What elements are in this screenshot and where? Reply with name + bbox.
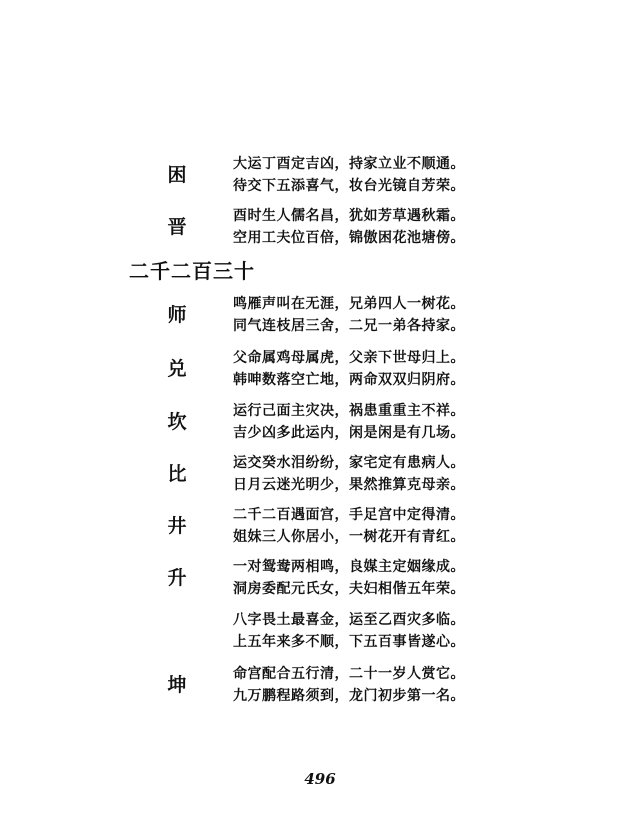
verse-entry [0, 609, 640, 653]
verse-line: 鸣雁声叫在无涯，兄弟四人一树花。 [233, 296, 465, 312]
verse-entry [0, 400, 640, 444]
verse-entry [0, 556, 640, 600]
verse-line: 同气连枝居三舍，二兄一弟各持家。 [233, 318, 465, 334]
verse-line: 二千二百遇面宫，手足宫中定得清。 [233, 507, 465, 523]
verse-line: 待交下五添喜气，妆台光镜自芳荣。 [233, 178, 465, 194]
hexagram-label: 晋 [167, 216, 187, 238]
verse-lines [233, 347, 465, 391]
hexagram-label: 坤 [167, 674, 187, 696]
verse-line: 一对鸳鸯两相鸣，良媒主定姻缘成。 [233, 559, 465, 575]
verse-line: 韩呻数落空亡地，两命双双归阴府。 [233, 372, 465, 388]
hexagram-label: 比 [167, 463, 187, 485]
verse-line: 洞房委配元氏女，夫妇相偕五年荣。 [233, 581, 465, 597]
verse-line: 吉少凶多此运内，闲是闲是有几场。 [233, 425, 465, 441]
page-number: 496 [304, 770, 336, 788]
verse-line: 运交癸水泪纷纷，家宅定有患病人。 [233, 455, 465, 471]
verse-entry [0, 205, 640, 249]
verse-lines [233, 205, 465, 249]
verse-entry [0, 504, 640, 548]
verse-line: 九万鹏程路须到，龙门初步第一名。 [233, 688, 465, 704]
verse-line: 八字畏土最喜金，运至乙酉灾多临。 [233, 612, 465, 628]
verse-line: 日月云迷光明少，果然推算克母亲。 [233, 477, 465, 493]
verse-lines [233, 504, 465, 548]
hexagram-label: 井 [167, 515, 187, 537]
verse-entry [0, 153, 640, 197]
verse-lines [233, 609, 465, 653]
verse-entry [0, 347, 640, 391]
verse-line: 空用工夫位百倍，锦傲困花池塘傍。 [233, 230, 465, 246]
verse-lines [233, 663, 465, 707]
verse-line: 姐妹三人你居小，一树花开有青红。 [233, 529, 465, 545]
verse-lines [233, 452, 465, 496]
hexagram-label: 困 [167, 164, 187, 186]
verse-entry [0, 663, 640, 707]
verse-line: 命宫配合五行清，二十一岁人赏它。 [233, 666, 465, 682]
section-heading: 二千二百三十 [129, 259, 255, 283]
verse-line: 上五年来多不顺，下五百事皆遂心。 [233, 634, 465, 650]
verse-line: 父命属鸡母属虎，父亲下世母归上。 [233, 350, 465, 366]
verse-lines [233, 400, 465, 444]
verse-line: 酉时生人儒名昌，犹如芳草遇秋霜。 [233, 208, 465, 224]
verse-lines [233, 153, 465, 197]
verse-entry [0, 293, 640, 337]
hexagram-label: 升 [167, 567, 187, 589]
hexagram-label: 坎 [167, 411, 187, 433]
verse-lines [233, 293, 465, 337]
hexagram-label: 兑 [167, 358, 187, 380]
verse-lines [233, 556, 465, 600]
verse-line: 运行己面主灾决，祸患重重主不祥。 [233, 403, 465, 419]
verse-line: 大运丁酉定吉凶，持家立业不顺通。 [233, 156, 465, 172]
hexagram-label: 师 [167, 304, 187, 326]
verse-entry [0, 452, 640, 496]
